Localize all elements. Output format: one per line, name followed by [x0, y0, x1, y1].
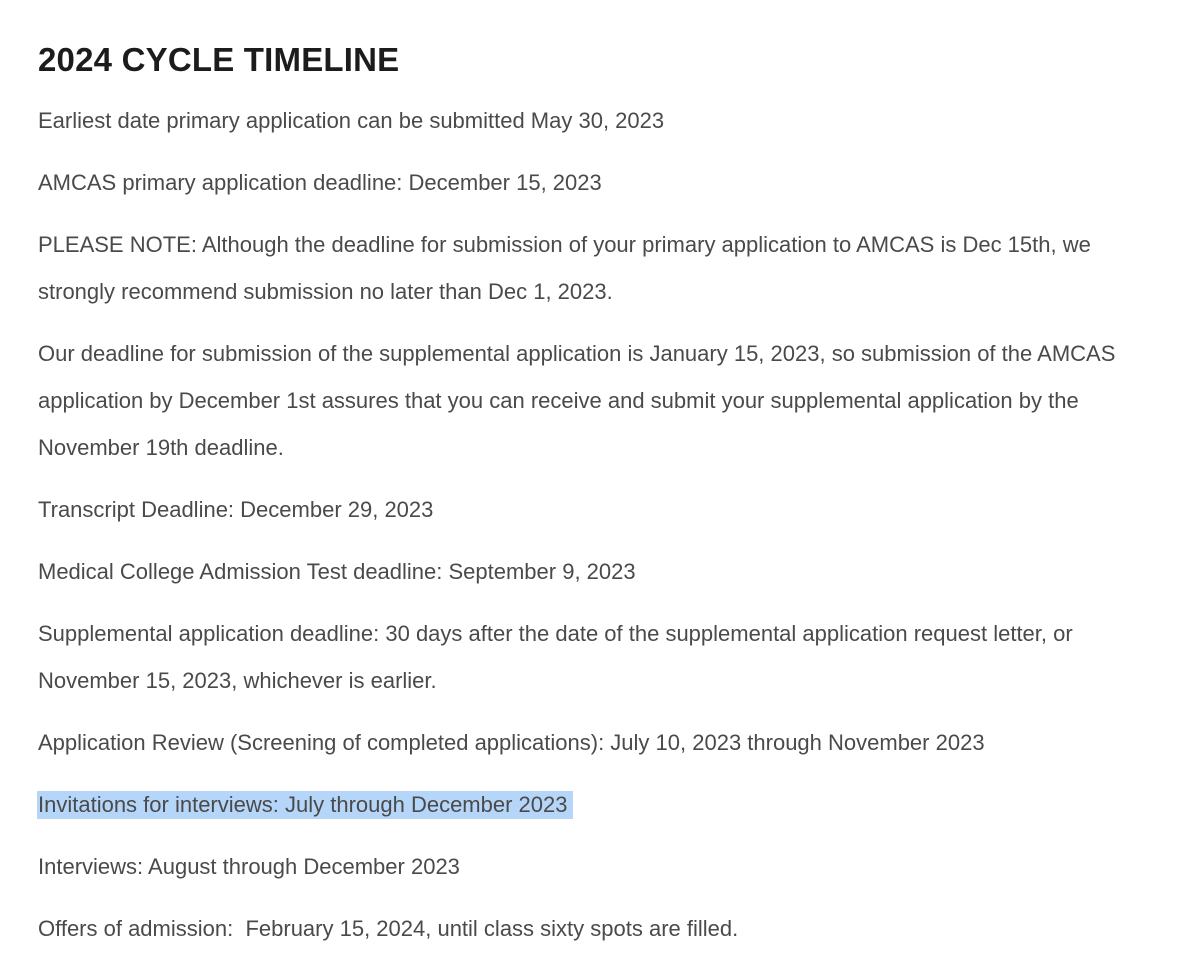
timeline-paragraph-supplemental-deadline: Supplemental application deadline: 30 days after the date of the supplemental application request letter, or November 15, 2023, whichever is earlier. [38, 621, 1079, 693]
page-title: 2024 CYCLE TIMELINE [38, 41, 400, 78]
timeline-content [38, 97, 1163, 952]
timeline-paragraph-application-review: Application Review (Screening of completed applications): July 10, 2023 through November 2023 [38, 730, 985, 755]
timeline-paragraph-please-note: PLEASE NOTE: Although the deadline for submission of your primary application to AMCAS is Dec 15th, we strongly recommend submission no later than Dec 1, 2023. [38, 232, 1097, 304]
timeline-paragraph-earliest-date: Earliest date primary application can be submitted May 30, 2023 [38, 108, 665, 133]
timeline-paragraph-offers-of-admission: Offers of admission: February 15, 2024, until class sixty spots are filled. [38, 916, 739, 941]
timeline-paragraph-mcat-deadline: Medical College Admission Test deadline: September 9, 2023 [38, 559, 636, 584]
selected-text: Invitations for interviews: July through December 2023 [37, 791, 573, 819]
timeline-paragraph-interview-invitations [38, 781, 1163, 828]
timeline-paragraph-interviews: Interviews: August through December 2023 [38, 854, 460, 879]
timeline-paragraph-amcas-deadline: AMCAS primary application deadline: December 15, 2023 [38, 170, 602, 195]
timeline-paragraph-supplemental-submission: Our deadline for submission of the supplemental application is January 15, 2023, so submission of the AMCAS application by December 1st assures that you can receive and submit your supplemental application by the November 19th deadline. [38, 341, 1122, 460]
timeline-paragraph-transcript-deadline: Transcript Deadline: December 29, 2023 [38, 497, 434, 522]
